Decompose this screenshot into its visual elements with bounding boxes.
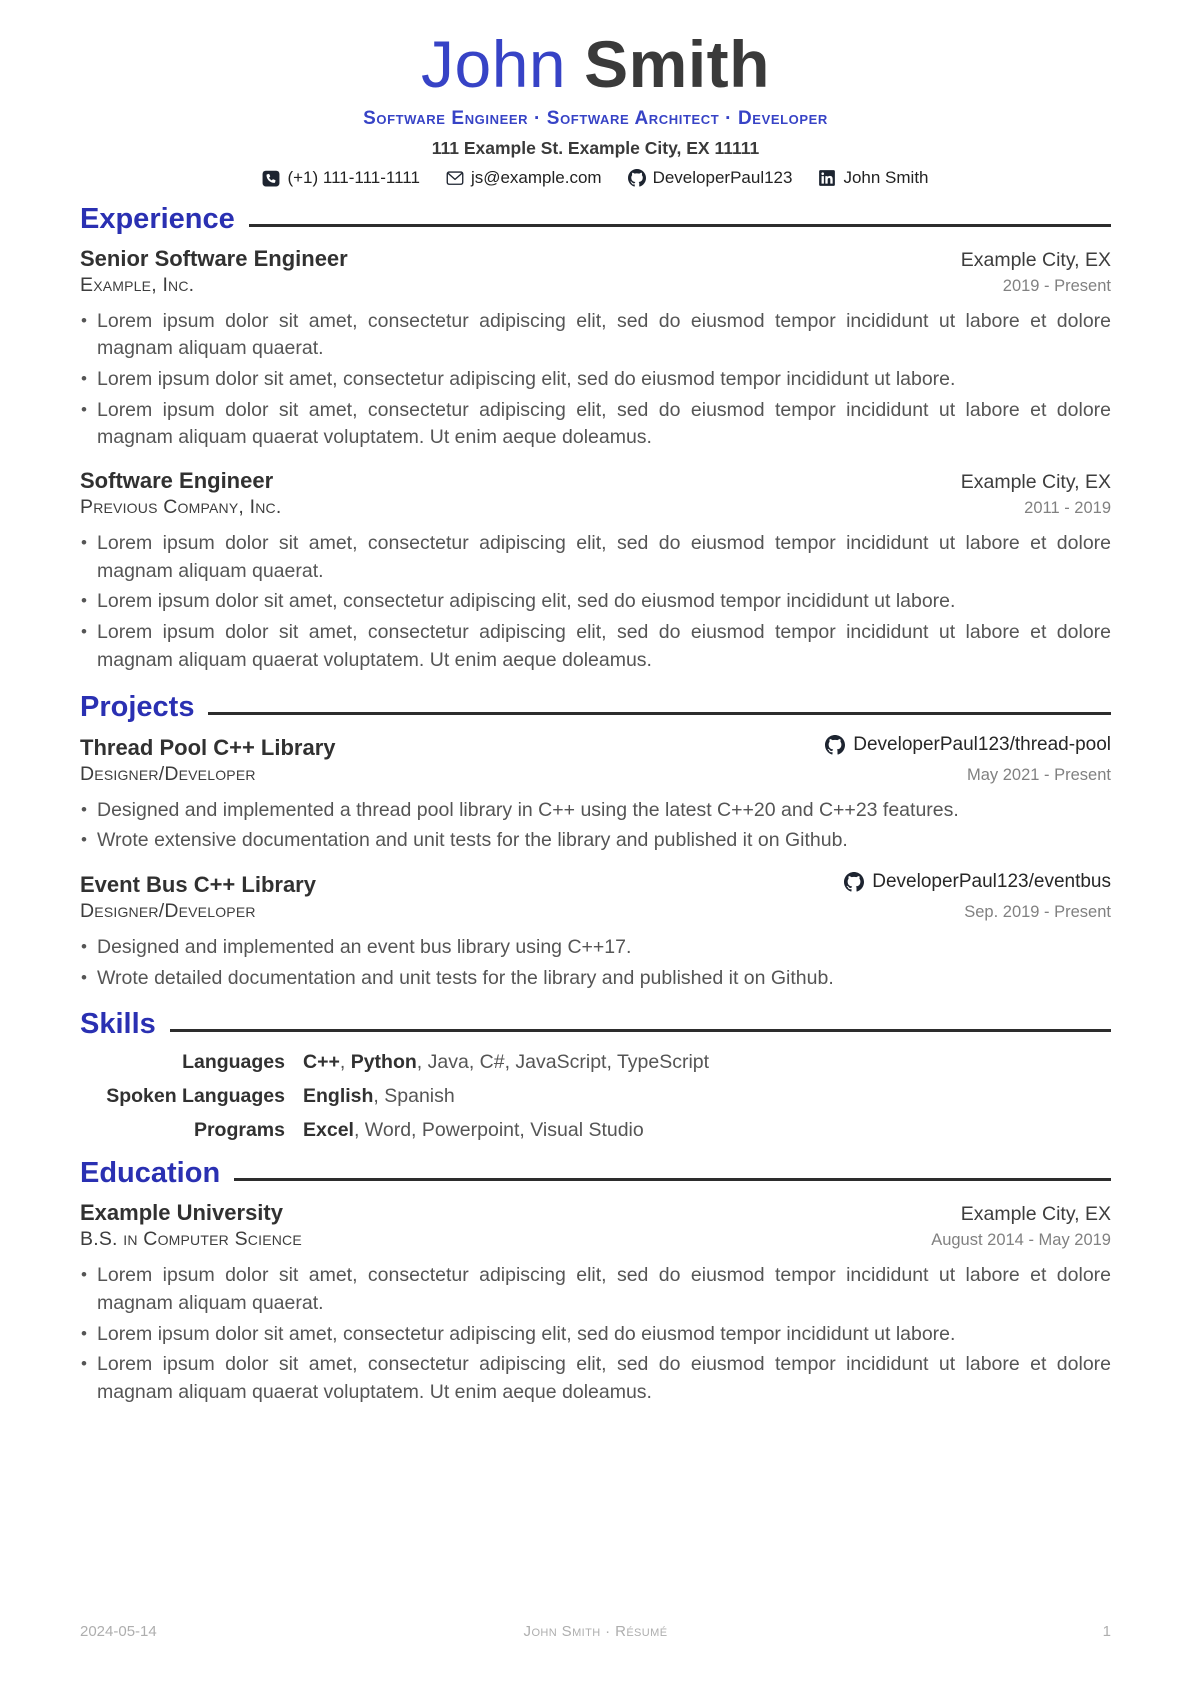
github-link[interactable] bbox=[628, 168, 793, 188]
bullet-item: • Lorem ipsum dolor sit amet, consectetur adipiscing elit, sed do eiusmod tempor incididunt ut labore et dolore magnam aliquam quaerat voluptatem. Ut enim aeque doleamus. bbox=[97, 1351, 1111, 1406]
job-bullets bbox=[80, 308, 1111, 452]
bullet-item: • Lorem ipsum dolor sit amet, consectetur adipiscing elit, sed do eiusmod tempor incididunt ut labore et dolore magnam aliquam quaerat voluptatem. Ut enim aeque doleamus. bbox=[97, 397, 1111, 452]
job-bullets bbox=[80, 530, 1111, 674]
job-location: Example City, EX bbox=[960, 471, 1111, 494]
footer-date: 2024-05-14 bbox=[80, 1623, 157, 1640]
job-title: Senior Software Engineer bbox=[80, 245, 348, 271]
bullet-item: • Lorem ipsum dolor sit amet, consectetur adipiscing elit, sed do eiusmod tempor incididunt ut labore. bbox=[97, 588, 1111, 616]
email-address: js@example.com bbox=[470, 167, 602, 187]
bullet-item: • Lorem ipsum dolor sit amet, consectetur adipiscing elit, sed do eiusmod tempor incididunt ut labore et dolore magnam aliquam quaerat. bbox=[97, 530, 1111, 585]
bullet-item: • Lorem ipsum dolor sit amet, consectetur adipiscing elit, sed do eiusmod tempor incididunt ut labore et dolore magnam aliquam quaerat voluptatem. Ut enim aeque doleamus. bbox=[97, 619, 1111, 674]
skill-values bbox=[303, 1119, 1111, 1142]
section-title-experience: Experience bbox=[80, 202, 235, 235]
tagline: Software Engineer · Software Architect · Developer bbox=[363, 107, 828, 129]
education-entry bbox=[80, 1200, 1111, 1406]
bullet-item: • Wrote extensive documentation and unit tests for the library and published it on Github. bbox=[97, 827, 1111, 855]
linkedin-icon bbox=[818, 169, 836, 187]
github-icon bbox=[825, 735, 845, 755]
project-bullets bbox=[80, 934, 1111, 992]
section-education bbox=[80, 1157, 1111, 1406]
project-name: Thread Pool C++ Library bbox=[80, 734, 336, 760]
job-entry bbox=[80, 246, 1111, 452]
section-rule bbox=[170, 1029, 1111, 1032]
job-location: Example City, EX bbox=[960, 248, 1111, 271]
school-name: Example University bbox=[80, 1200, 283, 1226]
job-title: Software Engineer bbox=[80, 468, 274, 494]
envelope-icon bbox=[446, 169, 464, 187]
bullet-item: • Lorem ipsum dolor sit amet, consectetur adipiscing elit, sed do eiusmod tempor incididunt ut labore. bbox=[97, 366, 1111, 394]
first-name: John bbox=[421, 27, 567, 101]
section-experience bbox=[80, 203, 1111, 675]
phone-number: (+1) 111-111-1111 bbox=[287, 167, 420, 187]
project-bullets bbox=[80, 797, 1111, 855]
job-dates: 2011 - 2019 bbox=[1024, 499, 1111, 518]
repo-link[interactable] bbox=[844, 871, 1111, 893]
bullet-item: • Wrote detailed documentation and unit tests for the library and published it on Github. bbox=[97, 965, 1111, 993]
skill-value: , Word, Powerpoint, Visual Studio bbox=[353, 1119, 644, 1142]
name bbox=[80, 27, 1111, 101]
section-rule bbox=[234, 1178, 1111, 1181]
address: 111 Example St. Example City, EX 11111 bbox=[431, 137, 760, 158]
github-icon bbox=[844, 872, 864, 892]
footer-title: John Smith · Résumé bbox=[523, 1623, 668, 1640]
company-name: Previous Company, Inc. bbox=[80, 496, 282, 519]
skill-value-bold: Excel bbox=[303, 1119, 354, 1142]
section-rule bbox=[249, 224, 1111, 227]
project-entry bbox=[80, 734, 1111, 855]
skill-values bbox=[303, 1085, 1111, 1108]
section-title-projects: Projects bbox=[80, 690, 195, 723]
degree: B.S. in Computer Science bbox=[80, 1228, 302, 1251]
github-username: DeveloperPaul123 bbox=[652, 167, 793, 187]
skill-value-bold: English bbox=[303, 1085, 374, 1108]
phone-square-icon bbox=[262, 169, 280, 187]
section-skills bbox=[80, 1008, 1111, 1142]
bullet-item: • Lorem ipsum dolor sit amet, consectetur adipiscing elit, sed do eiusmod tempor incididunt ut labore et dolore magnam aliquam quaerat. bbox=[97, 1262, 1111, 1317]
repo-name: DeveloperPaul123/eventbus bbox=[872, 870, 1111, 892]
project-entry bbox=[80, 871, 1111, 992]
school-dates: August 2014 - May 2019 bbox=[931, 1231, 1111, 1250]
project-dates: May 2021 - Present bbox=[967, 765, 1111, 784]
skill-values bbox=[303, 1051, 1111, 1074]
skill-value: , Java, C#, JavaScript, TypeScript bbox=[416, 1051, 710, 1074]
job-entry bbox=[80, 468, 1111, 674]
skill-label: Languages bbox=[182, 1051, 285, 1074]
bullet-item: • Designed and implemented an event bus library using C++17. bbox=[97, 934, 1111, 962]
repo-link[interactable] bbox=[825, 734, 1111, 756]
skills-table bbox=[80, 1051, 1111, 1142]
resume-header bbox=[80, 27, 1111, 188]
email-link[interactable] bbox=[446, 168, 602, 188]
linkedin-link[interactable] bbox=[818, 168, 928, 188]
skill-label: Programs bbox=[193, 1119, 285, 1142]
skill-label: Spoken Languages bbox=[106, 1085, 285, 1108]
page-footer bbox=[80, 1623, 1111, 1640]
project-dates: Sep. 2019 - Present bbox=[964, 902, 1111, 921]
section-title-skills: Skills bbox=[80, 1008, 156, 1041]
education-bullets bbox=[80, 1262, 1111, 1406]
bullet-item: • Lorem ipsum dolor sit amet, consectetur adipiscing elit, sed do eiusmod tempor incididunt ut labore. bbox=[97, 1321, 1111, 1349]
company-name: Example, Inc. bbox=[80, 273, 195, 296]
project-name: Event Bus C++ Library bbox=[80, 871, 316, 897]
project-role: Designer/Developer bbox=[80, 899, 256, 922]
bullet-item: • Lorem ipsum dolor sit amet, consectetur adipiscing elit, sed do eiusmod tempor incididunt ut labore et dolore magnam aliquam quaerat. bbox=[97, 308, 1111, 363]
job-dates: 2019 - Present bbox=[1002, 276, 1111, 295]
section-title-education: Education bbox=[80, 1157, 221, 1190]
footer-page-number: 1 bbox=[1102, 1623, 1111, 1640]
contact-row bbox=[80, 168, 1111, 188]
section-projects bbox=[80, 691, 1111, 993]
repo-name: DeveloperPaul123/thread-pool bbox=[853, 733, 1111, 755]
bullet-item: • Designed and implemented a thread pool library in C++ using the latest C++20 and C++23 features. bbox=[97, 797, 1111, 825]
skill-value: , Spanish bbox=[373, 1085, 455, 1108]
skill-value-sep: , bbox=[339, 1051, 351, 1074]
last-name: Smith bbox=[584, 27, 770, 101]
github-icon bbox=[628, 169, 646, 187]
section-rule bbox=[208, 712, 1111, 715]
skill-value-bold: C++ bbox=[303, 1051, 340, 1074]
skill-value-bold: Python bbox=[350, 1051, 417, 1074]
linkedin-name: John Smith bbox=[843, 167, 929, 187]
phone-link[interactable] bbox=[262, 168, 419, 188]
school-location: Example City, EX bbox=[960, 1203, 1111, 1226]
project-role: Designer/Developer bbox=[80, 762, 256, 785]
